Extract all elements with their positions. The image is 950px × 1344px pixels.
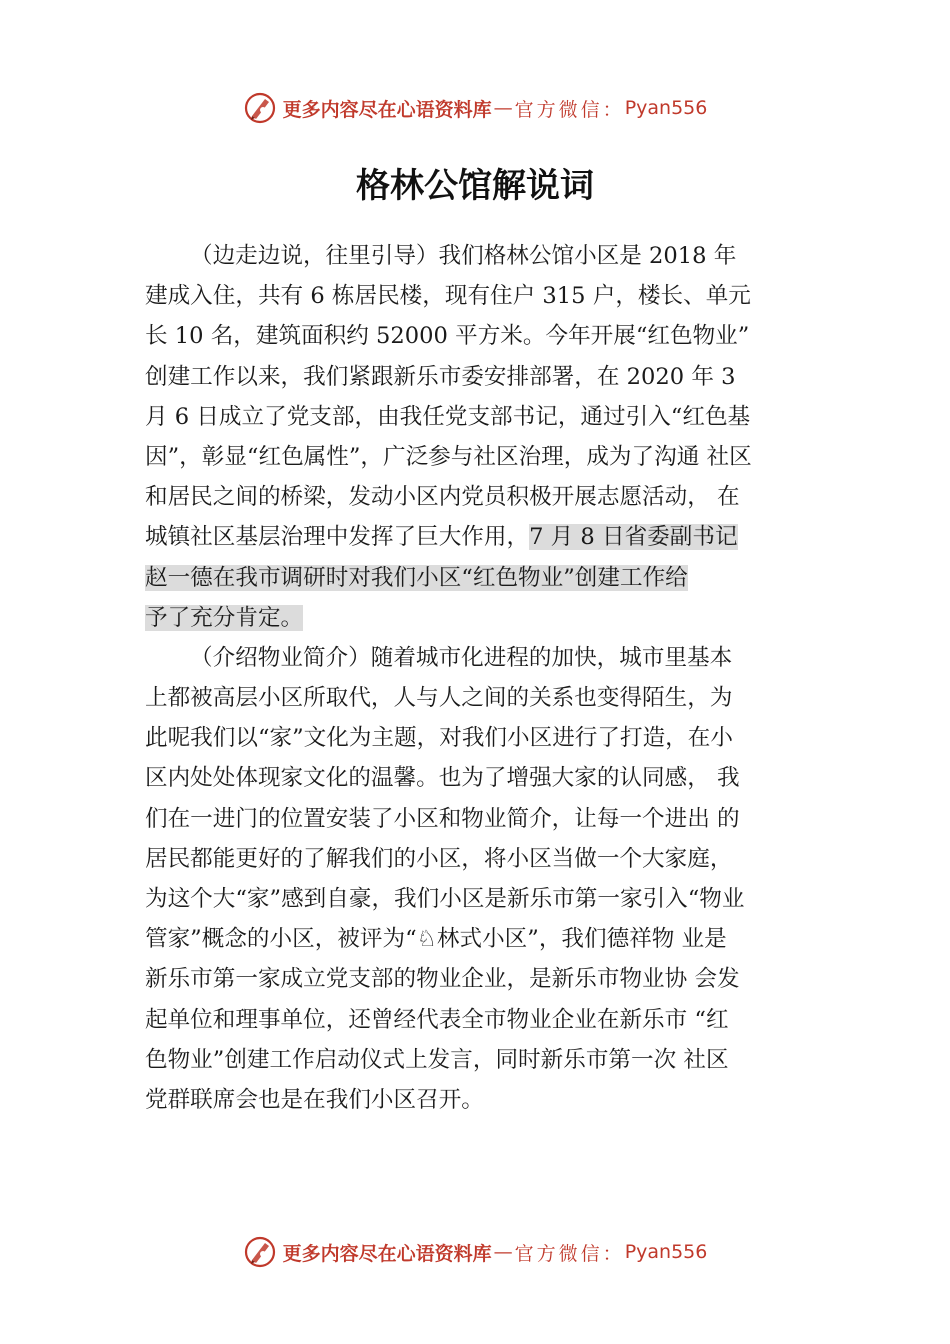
text-line: 起单位和理事单位，还曾经代表全市物业企业在新乐市 “红 — [145, 1006, 729, 1033]
text-line: 长 10 名，建筑面积约 52000 平方米。今年开展“红色物业” — [145, 323, 750, 350]
text-line: 创建工作以来，我们紧跟新乐市委安排部署，在 2020 年 3 — [145, 363, 736, 390]
banner-wechat-id: Pyan556 — [624, 97, 708, 119]
text-line: （边走边说，往里引导）我们格林公馆小区是 2018 年 — [190, 243, 737, 269]
text-line-with-highlight — [145, 517, 825, 557]
highlighted-text: 赵一德在我市调研时对我们小区“红色物业”创建工作给 — [145, 564, 688, 591]
text-line: 建成入住，共有 6 栋居民楼，现有住户 315 户，楼长、单元 — [145, 283, 751, 310]
text-line: 此呢我们以“家”文化为主题，对我们小区进行了打造，在小 — [145, 725, 733, 752]
highlighted-text: 7 月 8 日省委副书记 — [529, 524, 738, 551]
text-line: 色物业”创建工作启动仪式上发言，同时新乐市第一次 社区 — [145, 1046, 729, 1073]
highlighted-line — [145, 598, 825, 638]
text-line: 区内处处体现家文化的温馨。也为了增强大家的认同感， 我 — [145, 765, 740, 792]
banner-separator: — — [493, 1241, 513, 1263]
text-line: 居民都能更好的了解我们的小区，将小区当做一个大家庭， — [145, 845, 733, 872]
banner-text: 更多内容尽在心语资料库 — [282, 1242, 492, 1265]
document-title: 格林公馆解说词 — [356, 166, 594, 206]
banner-wechat-label: 官方微信： — [514, 1242, 625, 1265]
text-line: （介绍物业简介）随着城市化进程的加快，城市里基本 — [190, 644, 733, 671]
text-segment: 城镇社区基层治理中发挥了巨大作用， — [145, 524, 530, 551]
paragraph-2 — [145, 638, 825, 1120]
header-banner — [0, 88, 950, 128]
highlighted-text: 予了充分肯定。 — [145, 604, 304, 631]
text-line: 们在一进门的位置安装了小区和物业简介，让每一个进出 的 — [145, 805, 740, 832]
text-line: 和居民之间的桥梁，发动小区内党员积极开展志愿活动， 在 — [145, 484, 740, 511]
footer-banner — [0, 1232, 950, 1272]
text-line: 管家”概念的小区，被评为“♘林式小区”，我们德祥物 业是 — [145, 926, 727, 953]
banner-separator: — — [493, 97, 513, 119]
banner-wechat-label: 官方微信： — [514, 98, 625, 121]
text-line: 新乐市第一家成立党支部的物业企业，是新乐市物业协 会发 — [145, 966, 740, 993]
document-body — [145, 236, 825, 1120]
banner-wechat-id: Pyan556 — [624, 1241, 708, 1263]
text-line: 上都被高层小区所取代，人与人之间的关系也变得陌生，为 — [145, 685, 733, 712]
text-line: 因”，彰显“红色属性”，广泛参与社区治理，成为了沟通 社区 — [145, 443, 752, 470]
paragraph-1 — [145, 236, 825, 638]
pen-logo-icon — [243, 1235, 277, 1269]
pen-logo-icon — [243, 91, 277, 125]
text-line: 党群联席会也是在我们小区召开。 — [145, 1086, 484, 1113]
banner-text: 更多内容尽在心语资料库 — [282, 98, 492, 121]
text-line: 为这个大“家”感到自豪，我们小区是新乐市第一家引入“物业 — [145, 886, 745, 912]
highlighted-line — [145, 558, 825, 598]
text-line: 月 6 日成立了党支部，由我任党支部书记，通过引入“红色基 — [145, 403, 751, 430]
